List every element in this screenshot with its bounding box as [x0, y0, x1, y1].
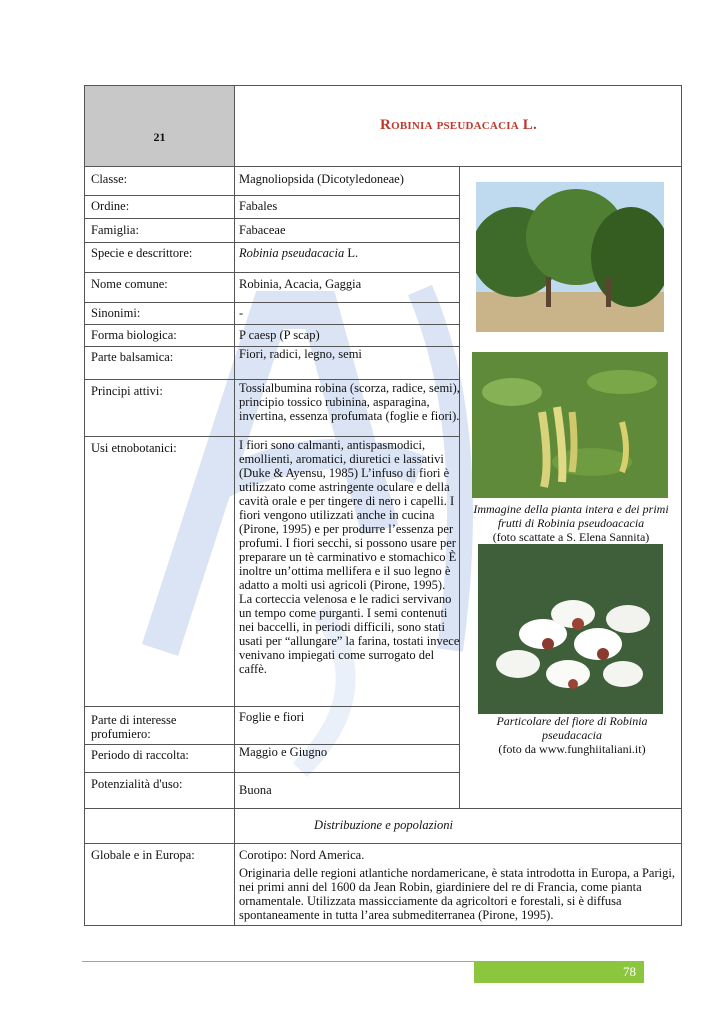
distribution-text-block [239, 848, 677, 922]
photo1-caption-text: Immagine della pianta intera e dei primi frutti di Robinia pseudoacacia [473, 502, 669, 530]
label-famiglia: Famiglia: [91, 223, 139, 237]
value-interesse-profumiero: Foglie e fiori [239, 710, 305, 724]
label-sinonimi: Sinonimi: [91, 306, 141, 320]
distribution-text: Originaria delle regioni atlantiche nordamericane, è stata introdotta in Europa, a Parigi, nei primi anni del 1600 da Jean Robin, giardiniere del re di Francia, come pianta ornamentale. Utilizzata massicciamente da agricoltori e forestali, si è diffusa spontaneamente in tutta l’area submediterranea (Pirone, 1995). [239, 866, 675, 922]
value-parte-balsamica: Fiori, radici, legno, semi [239, 347, 362, 361]
value-forma-biologica: P caesp (P scap) [239, 328, 320, 342]
label-nome-comune: Nome comune: [91, 277, 168, 291]
species-table [84, 85, 682, 926]
label-parte-balsamica: Parte balsamica: [91, 350, 174, 364]
row-line [85, 302, 459, 303]
tree-photo [476, 182, 664, 332]
photo1-credit: (foto scattate a S. Elena Sannita) [492, 530, 650, 544]
label-interesse-profumiero: Parte di interesse profumiero: [91, 713, 177, 741]
photo2-caption-text: Particolare del fiore di Robinia pseudacacia [496, 714, 648, 742]
col-divider-1 [234, 86, 235, 926]
value-usi-etnobotanici: I fiori sono calmanti, antispasmodici, emollienti, aromatici, diuretici e lassativi (Duke & Ayensu, 1985) L’infuso di fiori è utilizzato come astringente oculare e della cavità orale e per tingere di nero i capelli. I fiori vengono utilizzati anche in cucina (Pirone, 1995) e per produrre l’essenza per profumi. I fiori secchi, si possono usare per preparare un tè carminativo e stomachico È inoltre un’ottima mellifera e il suo legno è adatto a molti usi agricoli (Pirone, 1995). La corteccia velenosa e le radici servivano un tempo come purganti. I semi contenuti nei baccelli, in periodi difficili, sono stati usati per “allungare” la farina, tostati invece venivano impiegati come surrogato del caffè. [239, 438, 460, 676]
label-periodo-raccolta: Periodo di raccolta: [91, 748, 189, 762]
value-nome-comune: Robinia, Acacia, Gaggia [239, 277, 362, 291]
value-specie-binomial: Robinia pseudacacia [239, 246, 345, 260]
value-specie-author: L. [344, 246, 359, 260]
distribution-header: Distribuzione e popolazioni [314, 818, 453, 832]
flower-photo [478, 544, 663, 714]
value-famiglia: Fabaceae [239, 223, 286, 237]
value-principi-attivi: Tossialbumina robina (scorza, radice, semi), principio tossico rubinina, asparagina, invertina, essenza profumata (foglie e fiori). [239, 381, 460, 423]
label-globale-europa: Globale e in Europa: [91, 848, 195, 862]
label-classe: Classe: [91, 172, 128, 186]
label-forma-biologica: Forma biologica: [91, 328, 177, 342]
value-sinonimi: - [239, 306, 244, 320]
page-number: 78 [623, 964, 636, 979]
row-line [85, 706, 459, 707]
species-title: Robinia pseudacacia L. [380, 117, 537, 133]
photo2-credit: (foto da www.funghiitaliani.it) [498, 742, 646, 756]
label-ordine: Ordine: [91, 199, 130, 213]
row-line [85, 436, 459, 437]
value-classe: Magnoliopsida (Dicotyledoneae) [239, 172, 404, 186]
photo1-caption [467, 502, 675, 544]
row-line [85, 195, 459, 196]
row-line [85, 218, 459, 219]
row-line [85, 166, 682, 167]
value-specie [239, 246, 459, 260]
entry-number: 21 [153, 130, 166, 144]
row-line [85, 843, 682, 844]
label-potenzialita: Potenzialità d'uso: [91, 777, 183, 791]
label-usi-etnobotanici: Usi etnobotanici: [91, 441, 177, 455]
label-principi-attivi: Principi attivi: [91, 384, 163, 398]
photo2-caption [470, 714, 674, 756]
value-potenzialita: Buona [239, 783, 272, 797]
label-specie: Specie e descrittore: [91, 246, 193, 260]
corotipo: Corotipo: Nord America. [239, 848, 365, 862]
row-line [85, 379, 459, 380]
pods-photo [472, 352, 668, 498]
row-line [85, 324, 459, 325]
row-line [85, 272, 459, 273]
value-ordine: Fabales [239, 199, 278, 213]
row-line [85, 242, 459, 243]
entry-number-cell [85, 86, 234, 166]
value-periodo-raccolta: Maggio e Giugno [239, 745, 328, 759]
page-number-box [474, 961, 644, 983]
row-line [85, 772, 459, 773]
